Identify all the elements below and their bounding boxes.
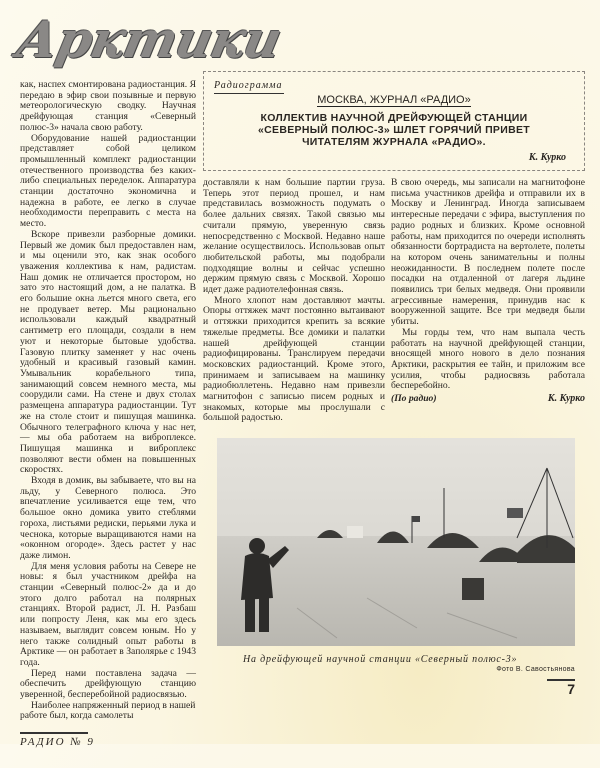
section-title: Арктики [11,10,287,69]
paragraph: Вскоре привезли разборные домики. Первый же домик был предоставлен нам, и мы оценили это, как знак особого уважения коллектива к нам, радистам. Наш домик не отличается простором, но зато это настоящий дом, а не палатка. В его большие окна льется много света, его не продувает ветер. Мы рационально использовали каждый квадратный сантиметр его площади, создали в нем уют и некоторые бытовые удобства. Газовую плитку заменяет у нас очень удобный и красивый газовый камин. Умывальник корабельного типа, занимающий совсем немного места, мы соорудили сами. На стене и двух столах размещена аппаратура радиостанции. Тут же на столе стоит и пишущая машинка. Обычного телеграфного ключа у нас нет,— мы оба работаем на виброплексе. Пишущая машинка и виброплекс позволяют вести обмен на повышенных скоростях. [20,228,196,476]
footer-rule [20,732,88,734]
paragraph: Наиболее напряженный период в нашей работе был, когда самолеты [20,699,196,722]
paragraph: Входя в домик, вы забываете, что вы на льду, у Северного полюса. Это впечатление усиливается еще тем, что большое окно домика увито стеблями гороха, листьями редиски, перьями лука и чеснока, которые выращиваются нами на «оконном огороде». Здесь растет у нас даже лимон. [20,475,196,561]
radiogram-box [203,71,585,171]
page-number-block [203,679,575,697]
paragraph: как, наспех смонтирована радиостанция. Я передаю в эфир свои позывные и первую метеорологическую сводку. Научная дрейфующая станция «Северный полюс-3» начала свою работу. [20,79,196,133]
paragraph: Оборудование нашей радиостанции представляет собой целиком промышленный комплект радиостанции отечественного производства без каких-либо специальных переделок. Аппаратура станции достаточно экономична и надежна в работе, ее легко в случае необходимости переправить с места на место. [20,132,196,230]
addressee-text: МОСКВА, ЖУРНАЛ «РАДИО» [317,94,471,106]
page-number: 7 [567,681,575,698]
paragraph: доставляли к нам большие партии груза. Теперь этот период прошел, и нам представилась возможность подумать о более дальних связях. Такой связью мы считали прямую, уверенную связь непосредственно с Москвой. Недавно наше желание осуществилось. Использовав опыт любительской работы, мы подобрали подходящие волны и сейчас успешно держим прямую связь с Москвой. Хорошо идет даже радиотелефонная связь. [203,177,385,296]
article-middle-column [203,178,385,424]
radiogram-line: «СЕВЕРНЫЙ ПОЛЮС-3» ШЛЕТ ГОРЯЧИЙ ПРИВЕТ [258,124,530,136]
radiogram-line: КОЛЛЕКТИВ НАУЧНОЙ ДРЕЙФУЮЩЕЙ СТАНЦИИ [260,112,528,124]
photo-credit: Фото В. Савостьянова [496,666,575,674]
paragraph: Мы горды тем, что нам выпала честь работать на научной дрейфующей станции, вносящей много нового в дело познания Арктики, раскрытия ее тайн, и приложим все усилия, чтобы радиосвязь работала бесперебойно. [391,326,585,392]
article-columns [203,178,587,424]
radiogram-label: Радиограмма [214,80,284,94]
magazine-issue: РАДИО № 9 [20,736,95,749]
signature-row [391,394,585,405]
paragraph: Для меня условия работы на Севере не новы: я был участником дрейфа на станции «Северный полюс-2» да и до этого долго работал на полярных станциях. Второй радист, Л. Н. Разбаш или попросту Леня, как мы его здесь называем, выглядит совсем юным. Но у него также солидный опыт работы в Арктике — он работает в Заполярье с 1943 года. [20,560,196,668]
paragraph: В свою очередь, мы записали на магнитофоне письма участников дрейфа и отправили их в Москву и Ленинград. Иногда записываем интересные передачи с эфира, выступления по радио родных и близких. Кроме основной работы, нам приходится по очереди исполнять обязанности бортрадиста на вертолете, полеты на котором очень занимательны и полны неожиданности. В последнем полете после посадки на отдаленной от лагеря льдине появились три белых медведя. Они проявили агрессивные намерения, принудив нас к вооруженной защите. Все три медведя были убиты. [391,177,585,328]
radiogram-addressee [204,94,584,106]
photo-caption: На дрейфующей научной станции «Северный полюс-3» [243,654,518,666]
radiogram-body [224,112,564,148]
left-column-wrap [20,80,196,768]
author-signature: К. Курко [547,393,585,405]
paragraph: Перед нами поставлена задача — обеспечить дрейфующую станцию уверенной, бесперебойной радиосвязью. [20,667,196,701]
article-left-column [20,80,196,722]
photo-drifting-station [217,438,575,646]
radiogram-signature: К. Курко [528,152,566,163]
right-area [203,71,587,717]
article-right-column [391,178,585,405]
radiogram-line: ЧИТАТЕЛЯМ ЖУРНАЛА «РАДИО». [302,136,486,148]
paragraph: Много хлопот нам доставляют мачты. Опоры оттяжек мачт постоянно вытаивают и оттяжки приходится крепить за всякие тяжелые предметы. Все домики и палатки нашей дрейфующей станции радиофицированы. Транслируем передачи московских радиостанций. Кроме этого, принимаем и записываем на машинку радиобюллетень. Недавно нам привезли магнитофон с записью писем родных и знакомых, которые мы прослушали с большой радостью. [203,294,385,424]
source-note: (По радио) [391,393,437,405]
